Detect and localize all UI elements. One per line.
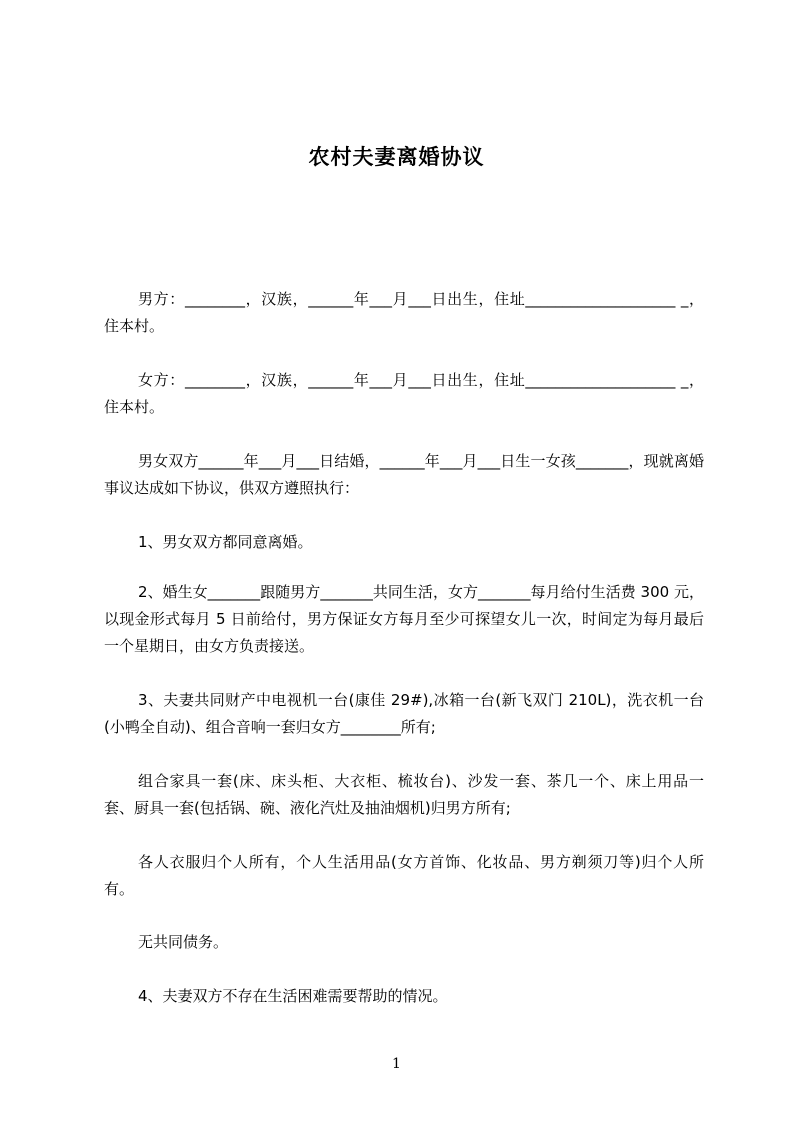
document-title: 农村夫妻离婚协议 xyxy=(308,145,485,169)
paragraph-clause-2: 2、婚生女_______跟随男方_______共同生活，女方_______每月给付生活费 300 元，以现金形式每月 5 日前给付，男方保证女方每月至少可探望女儿一次，时间定为每月最后一个星期日，由女方负责接送。 xyxy=(104,583,704,655)
paragraph-marriage-info: 男女双方______年___月___日结婚，______年___月___日生一女孩_______，现就离婚事议达成如下协议，供双方遵照执行： xyxy=(104,452,704,497)
paragraph-no-debt: 无共同债务。 xyxy=(138,933,229,951)
paragraph-furniture: 组合家具一套(床、床头柜、大衣柜、梳妆台)、沙发一套、茶几一个、床上用品一套、厨具一套(包括锅、碗、液化汽灶及抽油烟机)归男方所有; xyxy=(104,772,704,817)
paragraph-wife-info: 女方：________，汉族，______年___月___日出生，住址____________________ _，住本村。 xyxy=(104,371,704,416)
page-number: 1 xyxy=(392,1056,401,1072)
paragraph-clause-3: 3、夫妻共同财产中电视机一台(康佳 29#),冰箱一台(新飞双门 210L)，洗衣机一台(小鸭全自动)、组合音响一套归女方________所有; xyxy=(104,691,704,736)
paragraph-clause-1: 1、男女双方都同意离婚。 xyxy=(138,533,313,551)
paragraph-clause-4: 4、夫妻双方不存在生活困难需要帮助的情况。 xyxy=(138,987,448,1005)
paragraph-personal-items: 各人衣服归个人所有，个人生活用品(女方首饰、化妆品、男方剃须刀等)归个人所有。 xyxy=(104,853,704,898)
paragraph-husband-info: 男方：________，汉族，______年___月___日出生，住址____________________ _，住本村。 xyxy=(104,290,704,335)
